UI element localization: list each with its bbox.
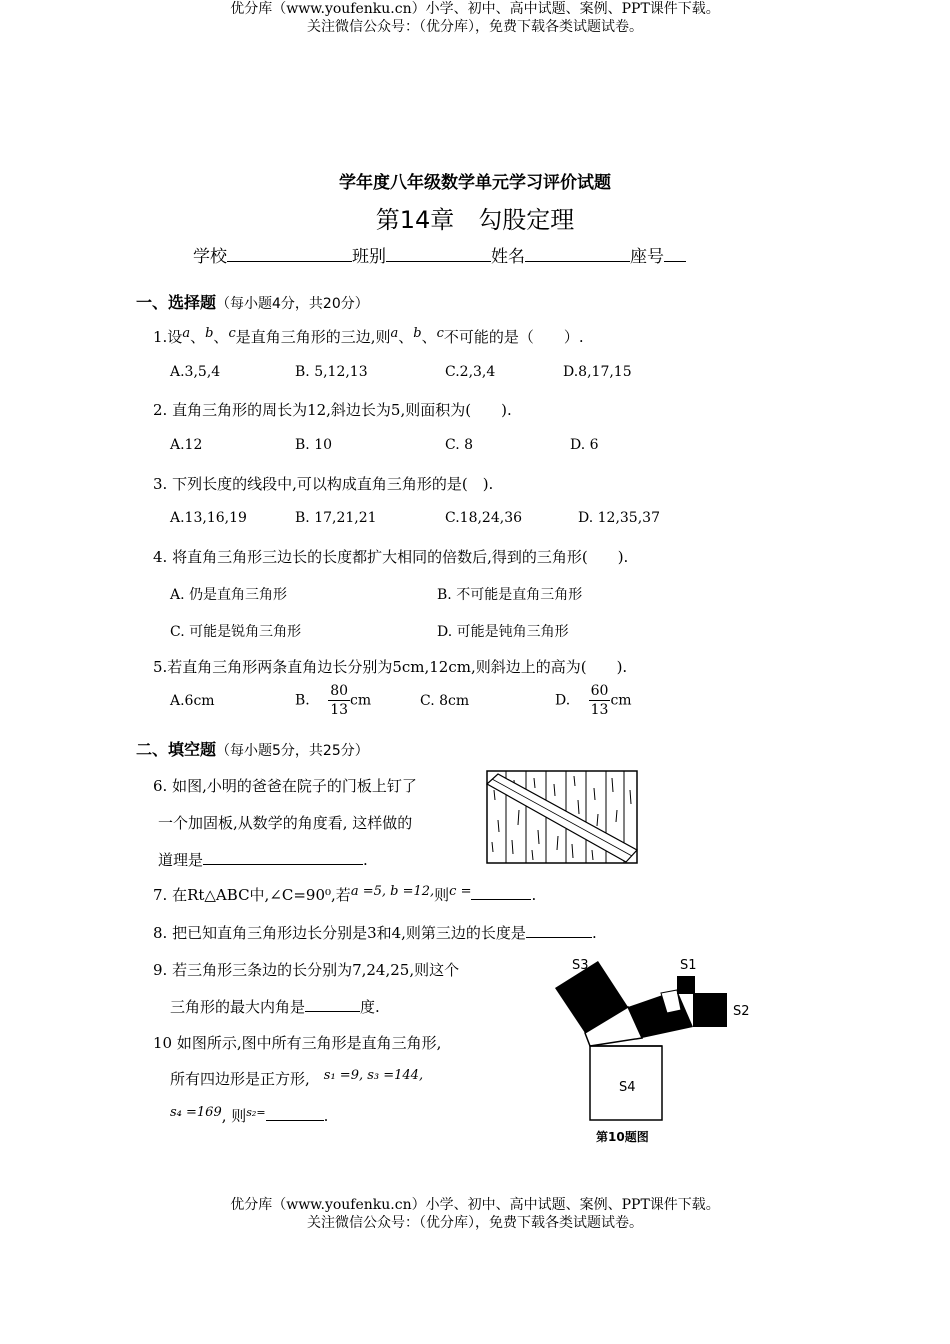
q8-text: 8. 把已知直角三角形边长分别是3和4,则第三边的长度是	[153, 924, 526, 942]
name-label: 姓名	[491, 247, 525, 267]
q1-sep-2: 、	[213, 328, 229, 346]
q7-then: 则	[434, 886, 450, 904]
q4-option-a[interactable]: A. 仍是直角三角形	[170, 587, 288, 603]
q1-mid: 是直角三角形的三边,则	[235, 328, 391, 346]
q5-option-a[interactable]: A.6cm	[170, 693, 215, 709]
q6-line3-text: 道理是	[158, 851, 204, 869]
page-footer-line1: 优分库（www.youfenku.cn）小学、初中、高中试题、案例、PPT课件下载。	[230, 1197, 720, 1213]
q2-option-a[interactable]: A.12	[170, 437, 203, 453]
q1-option-c[interactable]: C.2,3,4	[445, 364, 496, 380]
chapter-title: 第14章 勾股定理	[375, 206, 575, 234]
q5-d-denominator: 13	[590, 702, 609, 718]
q7-condition: a =5, b =12,	[350, 884, 435, 899]
exam-title: 学年度八年级数学单元学习评价试题	[339, 173, 611, 193]
pythagoras-squares-figure	[550, 955, 760, 1150]
square-s1	[677, 976, 695, 994]
q8-answer-blank[interactable]	[526, 923, 592, 938]
q4-option-b[interactable]: B. 不可能是直角三角形	[437, 587, 583, 603]
var-b: b	[205, 326, 214, 341]
q5-option-b[interactable]	[295, 682, 371, 719]
q9-answer-blank[interactable]	[305, 997, 360, 1012]
q3-option-a[interactable]: A.13,16,19	[170, 510, 247, 526]
q9-unit: 度.	[360, 998, 380, 1016]
q3-option-b[interactable]: B. 17,21,21	[295, 510, 377, 526]
q5-option-c[interactable]: C. 8cm	[420, 693, 470, 709]
page-header-line2: 关注微信公众号：（优分库），免费下载各类试题试卷。	[307, 19, 643, 35]
question-8: 8. 把已知直角三角形边长分别是3和4,则第三边的长度是 .	[153, 924, 597, 942]
q5-option-d-label: D.	[555, 692, 571, 709]
class-label: 班别	[352, 247, 386, 267]
q10-line3: s₄ =169, 则$^{s_2=}$ .	[170, 1105, 329, 1125]
q5-option-d-fraction	[589, 682, 611, 719]
label-s3: S3	[572, 958, 589, 973]
q5-b-denominator: 13	[330, 702, 349, 718]
q6-answer-blank[interactable]	[203, 850, 363, 865]
school-label: 学校	[193, 247, 227, 267]
question-1	[153, 326, 584, 347]
q10-answer-blank[interactable]	[266, 1106, 324, 1121]
q10-s4: s₄ =169	[170, 1105, 222, 1120]
q2-option-d[interactable]: D. 6	[570, 437, 599, 453]
var-c-2: c	[436, 326, 444, 341]
q7-prefix: 7. 在Rt△ABC中,∠C=90⁰,若	[153, 886, 351, 904]
q1-option-b[interactable]: B. 5,12,13	[295, 364, 368, 380]
label-s2: S2	[733, 1004, 750, 1019]
q3-option-d[interactable]: D. 12,35,37	[578, 510, 660, 526]
q9-line2-text: 三角形的最大内角是	[170, 998, 306, 1016]
q4-option-d[interactable]: D. 可能是钝角三角形	[437, 624, 569, 640]
page-footer-line2: 关注微信公众号：（优分库），免费下载各类试题试卷。	[307, 1215, 643, 1231]
var-a: a	[182, 326, 191, 341]
q10-then: , 则	[221, 1107, 247, 1125]
q10-line1: 10 如图所示,图中所有三角形是直角三角形,	[153, 1034, 442, 1052]
q6-line1: 6. 如图,小明的爸爸在院子的门板上钉了	[153, 777, 417, 795]
question-5: 5.若直角三角形两条直角边长分别为5cm,12cm,则斜边上的高为( ).	[153, 658, 628, 676]
q5-option-b-label: B.	[295, 692, 310, 709]
label-s4: S4	[619, 1080, 636, 1095]
q2-option-b[interactable]: B. 10	[295, 437, 333, 453]
figure10-caption: 第10题图	[596, 1130, 649, 1144]
q10-line2-text: 所有四边形是正方形,	[170, 1070, 310, 1088]
question-3: 3. 下列长度的线段中,可以构成直角三角形的是( ).	[153, 475, 494, 493]
class-field[interactable]	[386, 247, 491, 262]
label-s1: S1	[680, 958, 697, 973]
q1-sep-1: 、	[190, 328, 206, 346]
q1-sep-4: 、	[421, 328, 437, 346]
section2-note: （每小题5分，共25分）	[216, 743, 369, 759]
q5-b-numerator: 80	[330, 683, 349, 699]
q1-prefix: 1.设	[153, 328, 183, 346]
q10-s1-s3: s₁ =9, s₃ =144,	[323, 1068, 424, 1083]
q7-answer-blank[interactable]	[471, 885, 531, 900]
question-2: 2. 直角三角形的周长为12,斜边长为5,则面积为( ).	[153, 401, 512, 419]
section1-title: 一、选择题	[136, 293, 217, 312]
q5-d-numerator: 60	[590, 683, 609, 699]
q10-line2	[170, 1068, 423, 1089]
section1-heading	[136, 290, 369, 313]
student-info-row	[193, 242, 686, 267]
q1-option-d[interactable]: D.8,17,15	[563, 364, 632, 380]
q5-option-b-fraction	[328, 682, 350, 719]
section2-title: 二、填空题	[136, 740, 217, 759]
school-field[interactable]	[227, 247, 352, 262]
square-s2	[693, 993, 727, 1027]
q7-c-var: c =	[449, 884, 472, 899]
q1-sep-3: 、	[398, 328, 414, 346]
q9-line1: 9. 若三角形三条边的长分别为7,24,25,则这个	[153, 961, 460, 979]
name-field[interactable]	[525, 247, 630, 262]
section1-note: （每小题4分，共20分）	[216, 296, 369, 312]
question-4: 4. 将直角三角形三边长的长度都扩大相同的倍数后,得到的三角形( ).	[153, 548, 629, 566]
q3-option-c[interactable]: C.18,24,36	[445, 510, 523, 526]
var-b-2: b	[413, 326, 422, 341]
q10-s2: s₂=	[246, 1106, 266, 1119]
q6-line2: 一个加固板,从数学的角度看, 这样做的	[158, 814, 413, 832]
seat-field[interactable]	[664, 247, 686, 262]
q5-option-b-unit: cm	[350, 692, 372, 709]
seat-label: 座号	[630, 247, 664, 267]
q5-option-d[interactable]	[555, 682, 632, 719]
var-a-2: a	[390, 326, 399, 341]
q6-line3: 道理是 .	[158, 851, 368, 869]
var-c: c	[228, 326, 236, 341]
section2-heading	[136, 737, 369, 760]
q5-option-d-unit: cm	[610, 692, 632, 709]
q4-option-c[interactable]: C. 可能是锐角三角形	[170, 624, 302, 640]
question-7: 7. 在Rt△ABC中,∠C=90⁰,若a =5, b =12,则c = .	[153, 884, 537, 904]
door-brace-figure	[486, 770, 640, 866]
q9-line2	[170, 996, 380, 1017]
q2-option-c[interactable]: C. 8	[445, 437, 474, 453]
page-header-line1: 优分库（www.youfenku.cn）小学、初中、高中试题、案例、PPT课件下载。	[230, 1, 720, 17]
q1-option-a[interactable]: A.3,5,4	[170, 364, 221, 380]
q1-suffix: 不可能的是（ ）.	[443, 328, 584, 346]
